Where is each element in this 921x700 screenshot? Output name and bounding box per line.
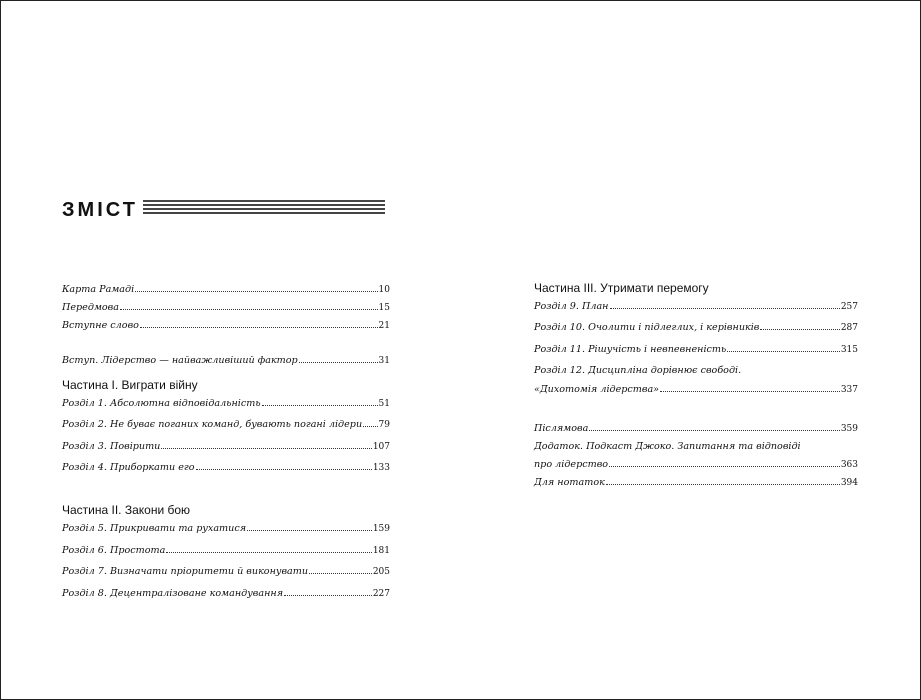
leader-dots — [660, 391, 840, 392]
toc-entry[interactable] — [62, 320, 390, 332]
entry-title: Для нотаток — [534, 477, 605, 488]
entry-title: Розділ 9. План — [534, 301, 609, 312]
toc-entry[interactable] — [534, 322, 858, 334]
entry-page: 337 — [840, 385, 858, 395]
toc-entry[interactable] — [534, 477, 858, 489]
toc-entry[interactable] — [62, 355, 390, 367]
part-heading: Частина ІІ. Закони бою — [62, 503, 191, 517]
toc-entry[interactable] — [534, 301, 858, 313]
entry-page: 227 — [372, 589, 390, 599]
toc-entry[interactable] — [62, 419, 390, 431]
entry-title: Розділ 10. Очолити і підлеглих, і керівників — [534, 322, 760, 333]
entry-title: Розділ 11. Рішучість і невпевненість — [534, 344, 727, 355]
entry-page: 363 — [840, 460, 858, 470]
toc-entry[interactable] — [534, 423, 858, 435]
toc-entry[interactable] — [62, 462, 390, 474]
leader-dots — [140, 327, 378, 328]
entry-page: 15 — [378, 303, 390, 313]
entry-page: 315 — [840, 345, 858, 355]
title-rules — [143, 200, 385, 216]
entry-title: Розділ 3. Повірити — [62, 441, 161, 452]
leader-dots — [589, 430, 840, 431]
entry-page: 287 — [840, 323, 858, 333]
entry-title: Вступне слово — [62, 320, 139, 331]
leader-dots — [606, 484, 840, 485]
entry-page: 107 — [372, 442, 390, 452]
entry-title: «Дихотомія лідерства» — [534, 384, 660, 395]
leader-dots — [609, 466, 840, 467]
toc-title: ЗМІСТ — [62, 199, 138, 221]
leader-dots — [120, 309, 378, 310]
entry-title: про лідерство — [534, 459, 609, 470]
leader-dots — [135, 291, 377, 292]
entry-title: Розділ 1. Абсолютна відповідальність — [62, 398, 261, 409]
toc-entry[interactable] — [534, 344, 858, 356]
entry-title: Розділ 7. Визначати пріоритети й виконувати — [62, 566, 309, 577]
leader-dots — [299, 362, 378, 363]
leader-dots — [309, 573, 372, 574]
entry-page: 257 — [840, 302, 858, 312]
entry-title: Розділ 8. Децентралізоване командування — [62, 588, 284, 599]
entry-page: 31 — [378, 356, 390, 366]
leader-dots — [161, 448, 371, 449]
entry-page: 79 — [378, 420, 390, 430]
entry-page: 10 — [378, 285, 390, 295]
entry-title: Післямова — [534, 423, 589, 434]
toc-entry[interactable] — [62, 441, 390, 453]
toc-entry[interactable] — [62, 302, 390, 314]
appendix-title-line1[interactable]: Додаток. Подкаст Джоко. Запитання та відповіді — [534, 441, 801, 452]
toc-entry[interactable] — [62, 284, 390, 296]
entry-title: Карта Рамаді — [62, 284, 135, 295]
toc-entry[interactable] — [62, 523, 390, 535]
leader-dots — [247, 530, 372, 531]
entry-title: Розділ 6. Простота — [62, 545, 166, 556]
entry-title: Розділ 2. Не буває поганих команд, бувають погані лідери — [62, 419, 363, 430]
toc-entry[interactable] — [534, 384, 858, 396]
part-heading: Частина І. Виграти війну — [62, 378, 198, 392]
entry-page: 21 — [378, 321, 390, 331]
entry-title: Розділ 4. Приборкати его — [62, 462, 195, 473]
toc-entry[interactable] — [62, 566, 390, 578]
toc-entry[interactable] — [62, 398, 390, 410]
entry-page: 205 — [372, 567, 390, 577]
entry-title: Розділ 5. Прикривати та рухатися — [62, 523, 247, 534]
leader-dots — [166, 552, 371, 553]
leader-dots — [760, 329, 839, 330]
leader-dots — [363, 426, 377, 427]
leader-dots — [284, 595, 372, 596]
entry-page: 359 — [840, 424, 858, 434]
leader-dots — [262, 405, 378, 406]
toc-entry[interactable] — [62, 588, 390, 600]
entry-title: Вступ. Лідерство — найважливіший фактор — [62, 355, 298, 366]
leader-dots — [727, 351, 840, 352]
chapter12-title-line1[interactable]: Розділ 12. Дисципліна дорівнює свободі. — [534, 365, 742, 376]
entry-page: 159 — [372, 524, 390, 534]
entry-page: 133 — [372, 463, 390, 473]
leader-dots — [610, 308, 840, 309]
entry-page: 181 — [372, 546, 390, 556]
entry-title: Передмова — [62, 302, 119, 313]
entry-page: 394 — [840, 478, 858, 488]
toc-entry[interactable] — [534, 459, 858, 471]
toc-entry[interactable] — [62, 545, 390, 557]
leader-dots — [196, 469, 372, 470]
entry-page: 51 — [378, 399, 390, 409]
part-heading: Частина ІІІ. Утримати перемогу — [534, 281, 709, 295]
